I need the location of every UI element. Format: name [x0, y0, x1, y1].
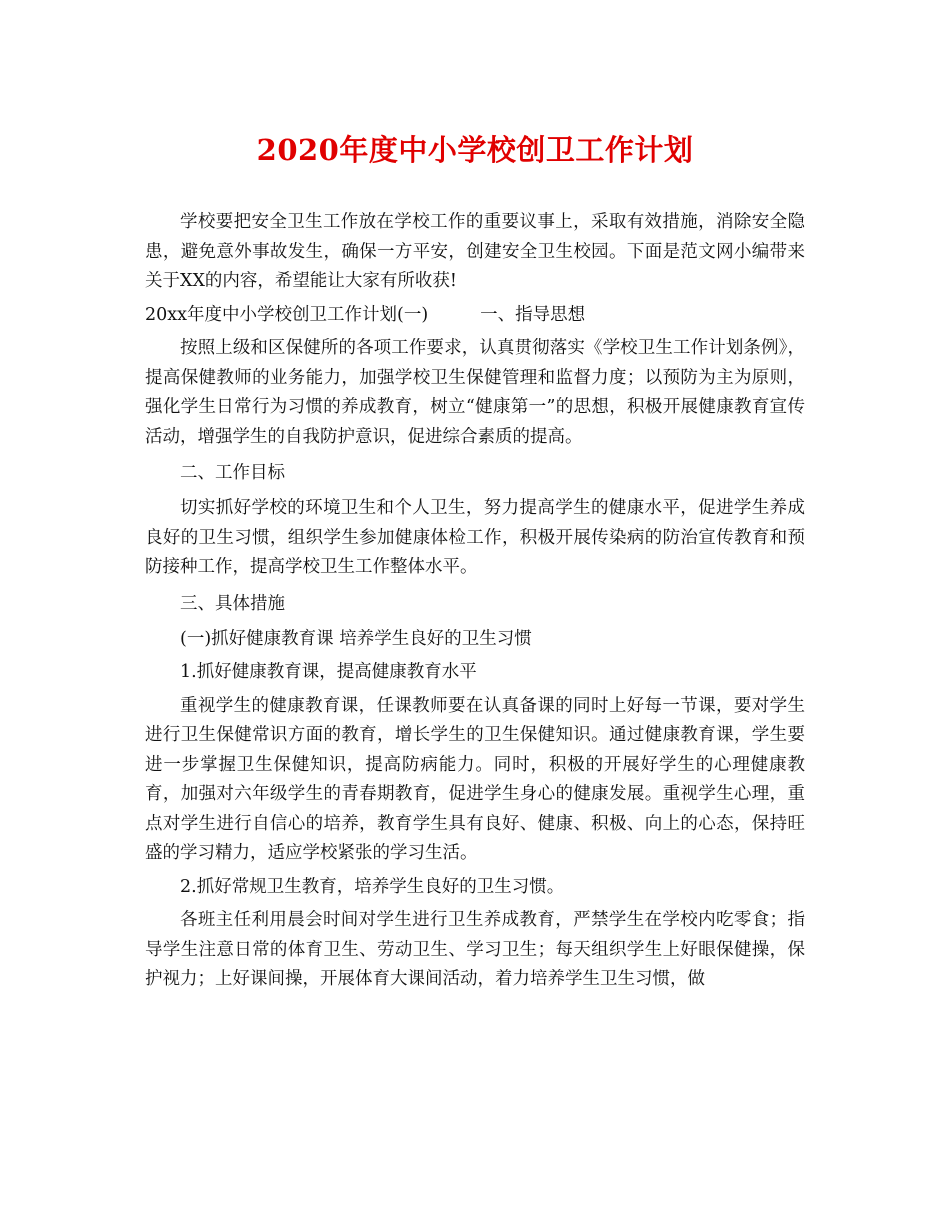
item2-heading: 2.抓好常规卫生教育，培养学生良好的卫生习惯。 [180, 876, 565, 897]
section2-heading: 二、工作目标 [180, 463, 285, 483]
subsection1-heading: (一)抓好健康教育课 培养学生良好的卫生习惯 [180, 628, 532, 649]
section2-paragraph: 切实抓好学校的环境卫生和个人卫生，努力提高学生的健康水平，促进学生养成良好的卫生习惯，组织学生参加健康体检工作，积极开展传染病的防治宣传教育和预防接种工作，提高学校卫生工作整体水平。 [145, 498, 805, 577]
item1-heading: 1.抓好健康教育课，提高健康教育水平 [180, 662, 477, 682]
plan-heading-line [145, 301, 805, 331]
section1-heading: 一、指导思想 [480, 304, 586, 325]
plan-heading: 20xx年度中小学校创卫工作计划(一) [145, 304, 429, 325]
section3-heading: 三、具体措施 [180, 593, 285, 614]
section1-paragraph: 按照上级和区保健所的各项工作要求，认真贯彻落实《学校卫生工作计划条例》，提高保健教师的业务能力，加强学校卫生保健管理和监督力度；以预防为主为原则，强化学生日常行为习惯的养成教育，树立“健康第一”的思想，积极开展健康教育宣传活动，增强学生的自我防护意识，促进综合素质的提高。 [145, 338, 805, 447]
item1-paragraph: 重视学生的健康教育课，任课教师要在认真备课的同时上好每一节课，要对学生进行卫生保健常识方面的教育，增长学生的卫生保健知识。通过健康教育课，学生要进一步掌握卫生保健知识，提高防病能力。同时，积极的开展好学生的心理健康教育，加强对六年级学生的青春期教育，促进学生身心的健康发展。重视学生心理，重点对学生进行自信心的培养，教育学生具有良好、健康、积极、向上的心态，保持旺盛的学习精力，适应学校紧张的学习生活。 [145, 695, 805, 863]
document-body [145, 208, 805, 995]
item2-paragraph: 各班主任利用晨会时间对学生进行卫生养成教育，严禁学生在学校内吃零食；指导学生注意日常的体育卫生、劳动卫生、学习卫生；每天组织学生上好眼保健操，保护视力；上好课间操，开展体育大课间活动，着力培养学生卫生习惯，做 [145, 910, 805, 989]
document-title: 2020年度中小学校创卫工作计划 [256, 133, 694, 167]
intro-paragraph: 学校要把安全卫生工作放在学校工作的重要议事上，采取有效措施，消除安全隐患，避免意外事故发生，确保一方平安，创建安全卫生校园。下面是范文网小编带来关于XX的内容，希望能让大家有所收获! [145, 212, 805, 291]
